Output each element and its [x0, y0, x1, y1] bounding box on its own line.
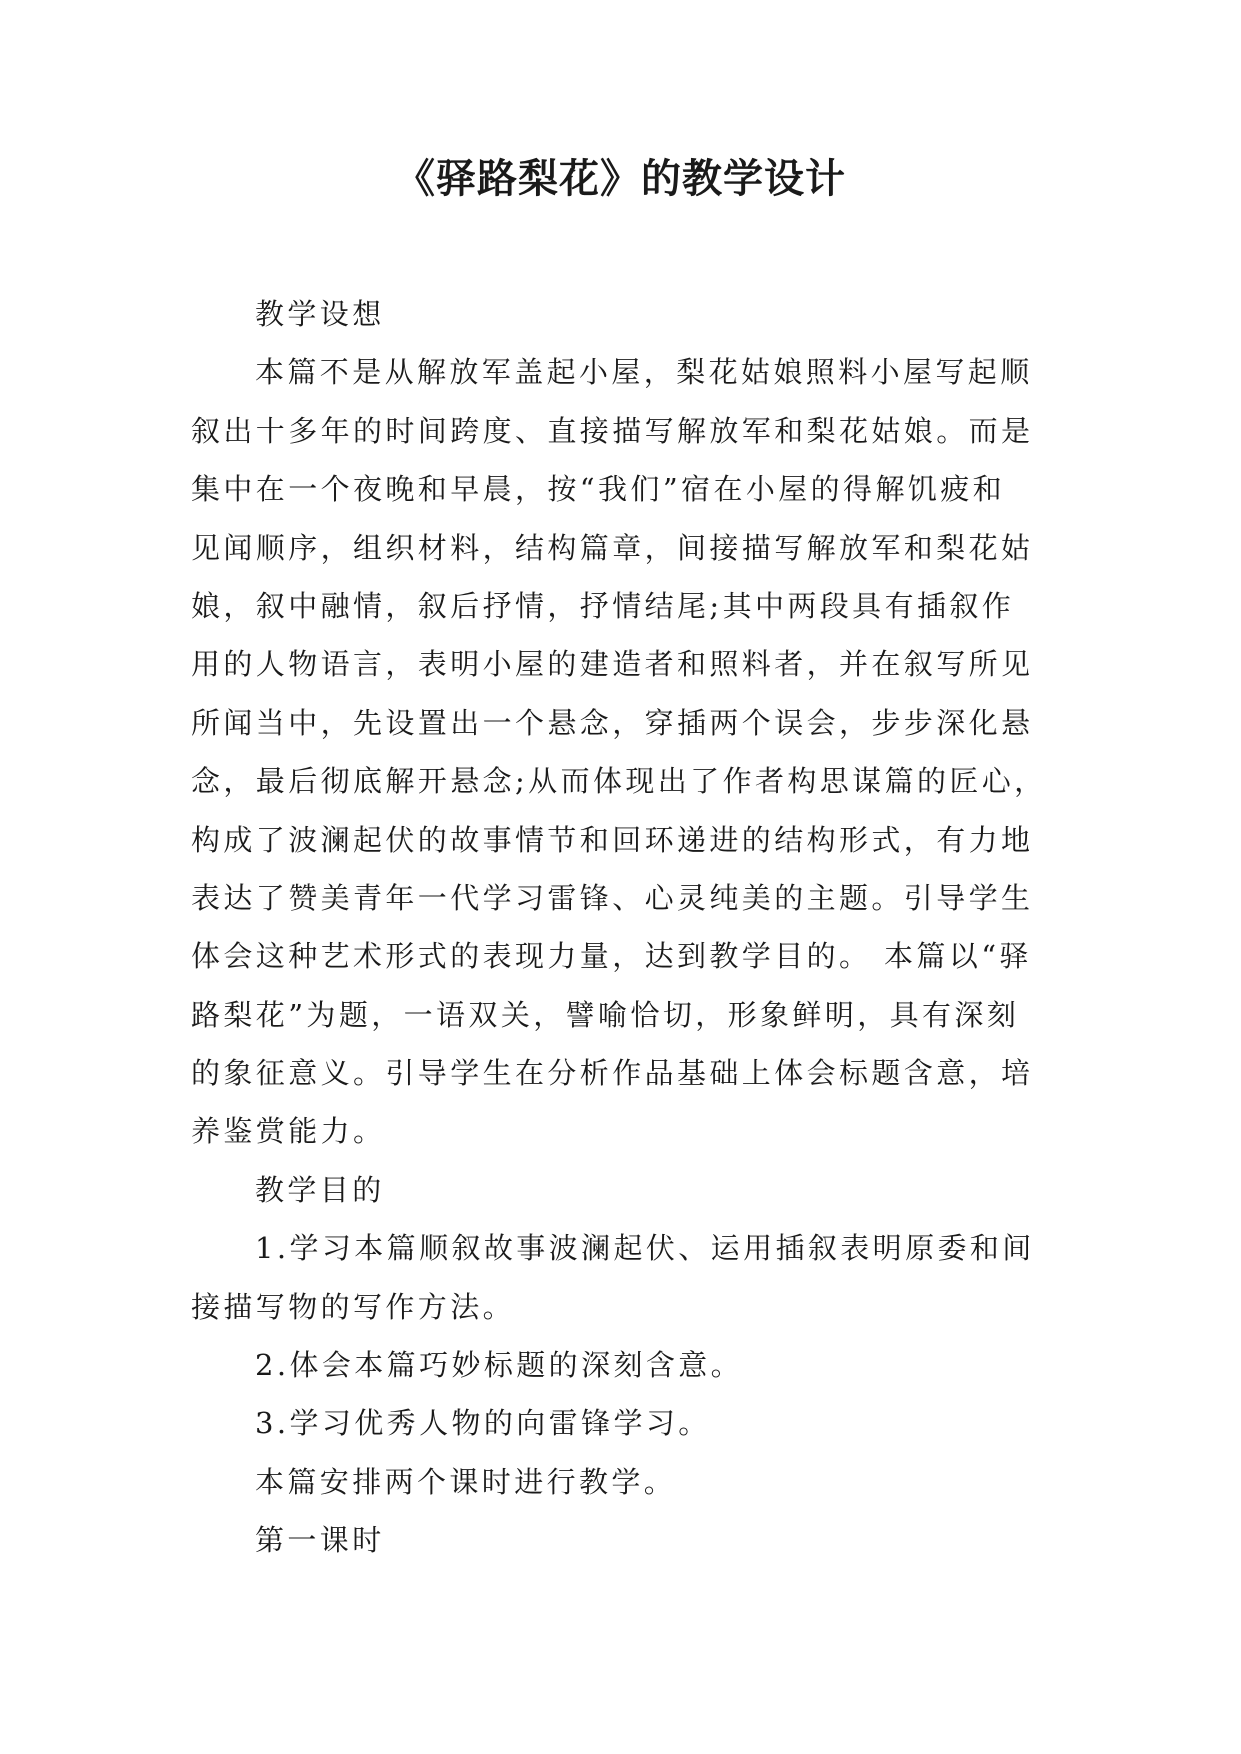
- text-line: 念，最后彻底解开悬念;从而体现出了作者构思谋篇的匠心，: [191, 764, 1047, 799]
- text-line: 教学目的: [255, 1172, 385, 1207]
- text-line: 第一课时: [255, 1523, 385, 1558]
- objective-1: [191, 1219, 1071, 1336]
- paragraph-schedule: [191, 1453, 1071, 1511]
- text-line: 教学设想: [255, 297, 385, 331]
- text-line: 所闻当中，先设置出一个悬念，穿插两个误会，步步深化悬: [191, 705, 1034, 740]
- heading-teaching-objectives: [191, 1161, 1071, 1219]
- text-line: 集中在一个夜晚和早晨，按“我们”宿在小屋的得解饥疲和: [191, 472, 1006, 507]
- document-body: [191, 285, 1071, 1570]
- text-line: 路梨花”为题，一语双关，譬喻恰切，形象鲜明，具有深刻: [191, 997, 1020, 1032]
- text-line: 本篇安排两个课时进行教学。: [255, 1464, 677, 1499]
- text-line: 体会这种艺术形式的表现力量，达到教学目的。 本篇以“驿: [191, 939, 1032, 974]
- text-line: 养鉴赏能力。: [191, 1114, 386, 1149]
- text-line: 的象征意义。引导学生在分析作品基础上体会标题含意，培: [191, 1056, 1034, 1091]
- text-line: 1.学习本篇顺叙故事波澜起伏、运用插叙表明原委和间: [255, 1231, 1035, 1266]
- text-line: 见闻顺序，组织材料，结构篇章，间接描写解放军和梨花姑: [191, 530, 1034, 565]
- text-line: 叙出十多年的时间跨度、直接描写解放军和梨花姑娘。而是: [191, 413, 1034, 448]
- objective-3: [191, 1394, 1071, 1452]
- document-title: 《驿路梨花》的教学设计: [395, 156, 846, 202]
- text-line: 构成了波澜起伏的故事情节和回环递进的结构形式，有力地: [191, 822, 1034, 857]
- heading-teaching-concept: [191, 285, 1071, 343]
- text-line: 表达了赞美青年一代学习雷锋、心灵纯美的主题。引导学生: [191, 880, 1034, 915]
- text-line: 3.学习优秀人物的向雷锋学习。: [255, 1406, 711, 1441]
- text-line: 本篇不是从解放军盖起小屋，梨花姑娘照料小屋写起顺: [255, 355, 1033, 390]
- text-line: 娘，叙中融情，叙后抒情，抒情结尾;其中两段具有插叙作: [191, 588, 1015, 623]
- heading-first-lesson: [191, 1511, 1071, 1569]
- text-line: 接描写物的写作方法。: [191, 1289, 516, 1324]
- paragraph-teaching-concept: [191, 343, 1071, 1160]
- text-line: 用的人物语言，表明小屋的建造者和照料者，并在叙写所见: [191, 647, 1034, 682]
- text-line: 2.体会本篇巧妙标题的深刻含意。: [255, 1348, 744, 1383]
- objective-2: [191, 1336, 1071, 1394]
